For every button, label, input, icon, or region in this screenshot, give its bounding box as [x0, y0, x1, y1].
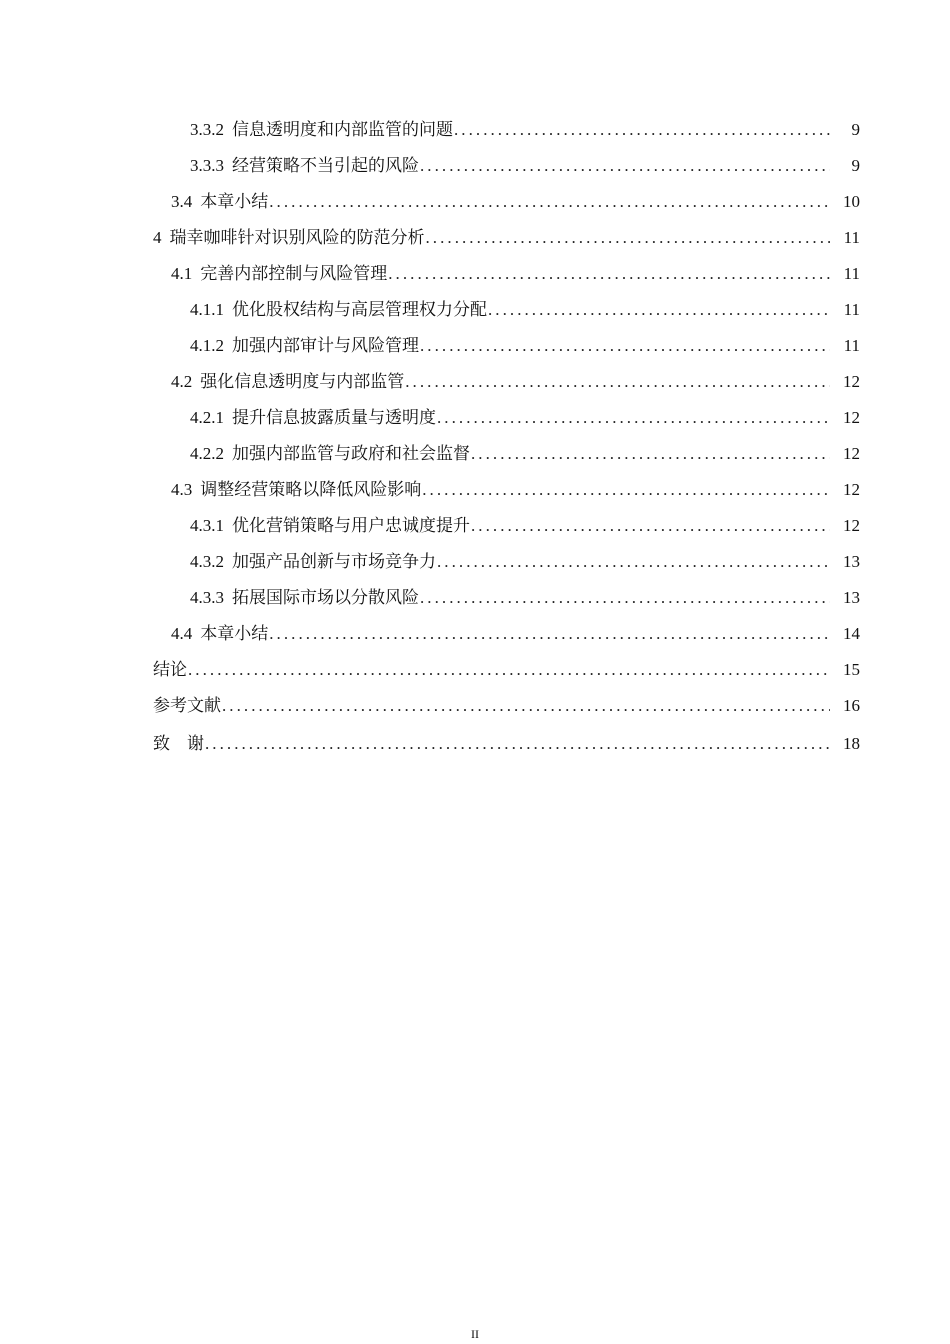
table-of-contents — [153, 112, 860, 762]
toc-entry-title: 优化股权结构与高层管理权力分配 — [232, 300, 487, 319]
toc-entry-title: 调整经营策略以降低风险影响 — [200, 480, 422, 499]
toc-entry-number: 3.3.3 — [190, 156, 224, 175]
toc-entry-page: 10 — [843, 192, 860, 211]
toc-entry-page: 11 — [843, 300, 860, 319]
toc-entry-title: 加强内部监管与政府和社会监督 — [232, 444, 470, 463]
toc-leader-dots — [420, 328, 830, 364]
toc-entry-number: 4.1.2 — [190, 336, 224, 355]
toc-leader-dots — [437, 400, 830, 436]
toc-entry-page: 14 — [843, 624, 860, 643]
toc-leader-dots — [269, 616, 830, 652]
toc-entry-title: 本章小结 — [200, 624, 269, 643]
toc-leader-dots — [188, 652, 830, 688]
toc-entry-page: 13 — [843, 552, 860, 571]
toc-entry-title: 提升信息披露质量与透明度 — [232, 408, 436, 427]
toc-entry-title: 拓展国际市场以分散风险 — [232, 588, 419, 607]
toc-entry-title: 瑞幸咖啡针对识别风险的防范分析 — [169, 228, 425, 247]
toc-entry-page: 16 — [843, 696, 860, 715]
toc-entry[interactable] — [153, 508, 860, 544]
toc-entry-title: 本章小结 — [200, 192, 269, 211]
toc-entry-number: 4.1 — [171, 264, 193, 283]
toc-entry[interactable] — [153, 652, 860, 688]
toc-entry[interactable] — [153, 328, 860, 364]
toc-entry-number: 4.2.1 — [190, 408, 224, 427]
toc-entry-number: 4.3 — [171, 480, 193, 499]
toc-entry-page: 12 — [843, 444, 860, 463]
toc-leader-dots — [471, 508, 830, 544]
toc-entry-page: 13 — [843, 588, 860, 607]
toc-entry-page: 12 — [843, 408, 860, 427]
toc-entry[interactable] — [153, 112, 860, 148]
toc-entry-title: 经营策略不当引起的风险 — [232, 156, 419, 175]
toc-leader-dots — [222, 688, 830, 724]
toc-leader-dots — [488, 292, 830, 328]
toc-entry[interactable] — [153, 184, 860, 220]
toc-entry-number: 4.3.3 — [190, 588, 224, 607]
toc-entry[interactable] — [153, 616, 860, 652]
toc-entry-title: 结论 — [153, 660, 187, 679]
toc-leader-dots — [388, 256, 830, 292]
toc-entry-number: 4.4 — [171, 624, 193, 643]
toc-entry-number: 3.3.2 — [190, 120, 224, 139]
toc-entry-title: 完善内部控制与风险管理 — [200, 264, 388, 283]
toc-leader-dots — [269, 184, 830, 220]
toc-entry[interactable] — [153, 400, 860, 436]
page-number-footer: II — [471, 1327, 479, 1341]
toc-entry[interactable] — [153, 220, 860, 256]
toc-entry-page: 12 — [843, 480, 860, 499]
toc-entry-title: 加强内部审计与风险管理 — [232, 336, 419, 355]
toc-entry-title: 优化营销策略与用户忠诚度提升 — [232, 516, 470, 535]
toc-entry-page: 18 — [843, 734, 860, 753]
toc-entry-page: 15 — [843, 660, 860, 679]
toc-entry[interactable] — [153, 436, 860, 472]
toc-entry-number: 4.3.2 — [190, 552, 224, 571]
toc-entry[interactable] — [153, 726, 860, 762]
toc-entry[interactable] — [153, 580, 860, 616]
toc-entry-title: 信息透明度和内部监管的问题 — [232, 120, 453, 139]
toc-leader-dots — [422, 472, 830, 508]
toc-entry[interactable] — [153, 148, 860, 184]
toc-leader-dots — [205, 726, 830, 762]
toc-entry-page: 9 — [851, 120, 860, 139]
toc-entry-title: 强化信息透明度与内部监管 — [200, 372, 405, 391]
toc-entry-title: 参考文献 — [153, 696, 221, 715]
toc-leader-dots — [454, 112, 830, 148]
toc-leader-dots — [471, 436, 830, 472]
toc-leader-dots — [420, 148, 830, 184]
toc-entry-page: 9 — [851, 156, 860, 175]
toc-entry-page: 11 — [843, 336, 860, 355]
toc-entry-page: 12 — [843, 372, 860, 391]
toc-entry-number: 4.2.2 — [190, 444, 224, 463]
toc-entry-number: 4.3.1 — [190, 516, 224, 535]
toc-entry-number: 4.1.1 — [190, 300, 224, 319]
toc-entry[interactable] — [153, 544, 860, 580]
toc-entry-number: 3.4 — [171, 192, 193, 211]
toc-leader-dots — [437, 544, 830, 580]
toc-entry[interactable] — [153, 364, 860, 400]
toc-entry-page: 12 — [843, 516, 860, 535]
toc-entry[interactable] — [153, 292, 860, 328]
toc-entry[interactable] — [153, 472, 860, 508]
toc-leader-dots — [405, 364, 830, 400]
toc-entry[interactable] — [153, 256, 860, 292]
toc-entry-title: 加强产品创新与市场竞争力 — [232, 552, 436, 571]
toc-leader-dots — [426, 220, 831, 256]
toc-entry-page: 11 — [843, 264, 860, 283]
toc-entry-number: 4.2 — [171, 372, 193, 391]
toc-leader-dots — [420, 580, 830, 616]
toc-entry[interactable] — [153, 688, 860, 724]
toc-entry-number: 4 — [153, 228, 162, 247]
toc-entry-page: 11 — [843, 228, 860, 247]
toc-entry-title: 致 谢 — [153, 734, 204, 753]
